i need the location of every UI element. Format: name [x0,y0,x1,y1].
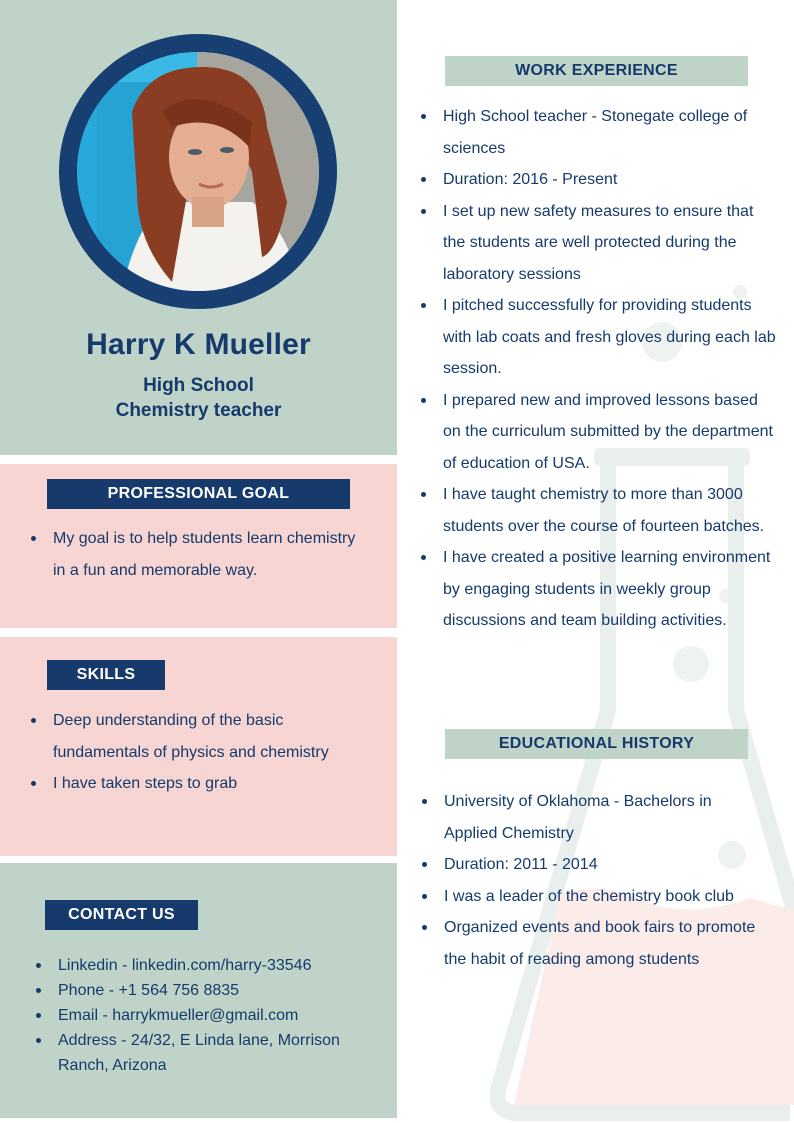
list-item: Organized events and book fairs to promote the habit of reading among students [422,912,767,975]
skills-list [31,705,361,800]
job-title-line-1: High School [143,375,254,396]
portrait-image [77,52,319,291]
list-item: I pitched successfully for providing students with lab coats and fresh gloves during each lab session. [421,290,777,385]
list-item: University of Oklahoma - Bachelors in Applied Chemistry [422,786,767,849]
educational-history-heading: EDUCATIONAL HISTORY [445,729,748,759]
list-item: I set up new safety measures to ensure that the students are well protected during the laboratory sessions [421,196,777,291]
job-title [0,373,397,423]
contact-heading: CONTACT US [45,900,198,930]
skills-heading: SKILLS [47,660,165,690]
contact-linkedin: Linkedin - linkedin.com/harry-33546 [36,953,376,978]
list-item: My goal is to help students learn chemistry in a fun and memorable way. [31,523,361,586]
list-item: I was a leader of the chemistry book club [422,881,767,913]
educational-history-list [422,786,767,975]
list-item: Duration: 2016 - Present [421,164,777,196]
list-item: High School teacher - Stonegate college of sciences [421,101,777,164]
list-item: I have created a positive learning environment by engaging students in weekly group discussions and team building activities. [421,542,777,637]
job-title-line-2: Chemistry teacher [115,400,282,421]
contact-address: Address - 24/32, E Linda lane, Morrison Ranch, Arizona [36,1028,376,1078]
list-item: Duration: 2011 - 2014 [422,849,767,881]
list-item: I have taken steps to grab [31,768,361,800]
list-item: Deep understanding of the basic fundamentals of physics and chemistry [31,705,361,768]
profile-panel [0,0,397,455]
professional-goal-list [31,523,361,586]
contact-phone: Phone - +1 564 756 8835 [36,978,376,1003]
list-item: I have taught chemistry to more than 3000 students over the course of fourteen batches. [421,479,777,542]
person-name: Harry K Mueller [86,328,311,361]
professional-goal-heading: PROFESSIONAL GOAL [47,479,350,509]
contact-email: Email - harrykmueller@gmail.com [36,1003,376,1028]
work-experience-heading: WORK EXPERIENCE [445,56,748,86]
work-experience-list [421,101,777,637]
contact-list [36,953,376,1078]
list-item: I prepared new and improved lessons based on the curriculum submitted by the department of education of USA. [421,385,777,480]
profile-photo [59,34,337,309]
